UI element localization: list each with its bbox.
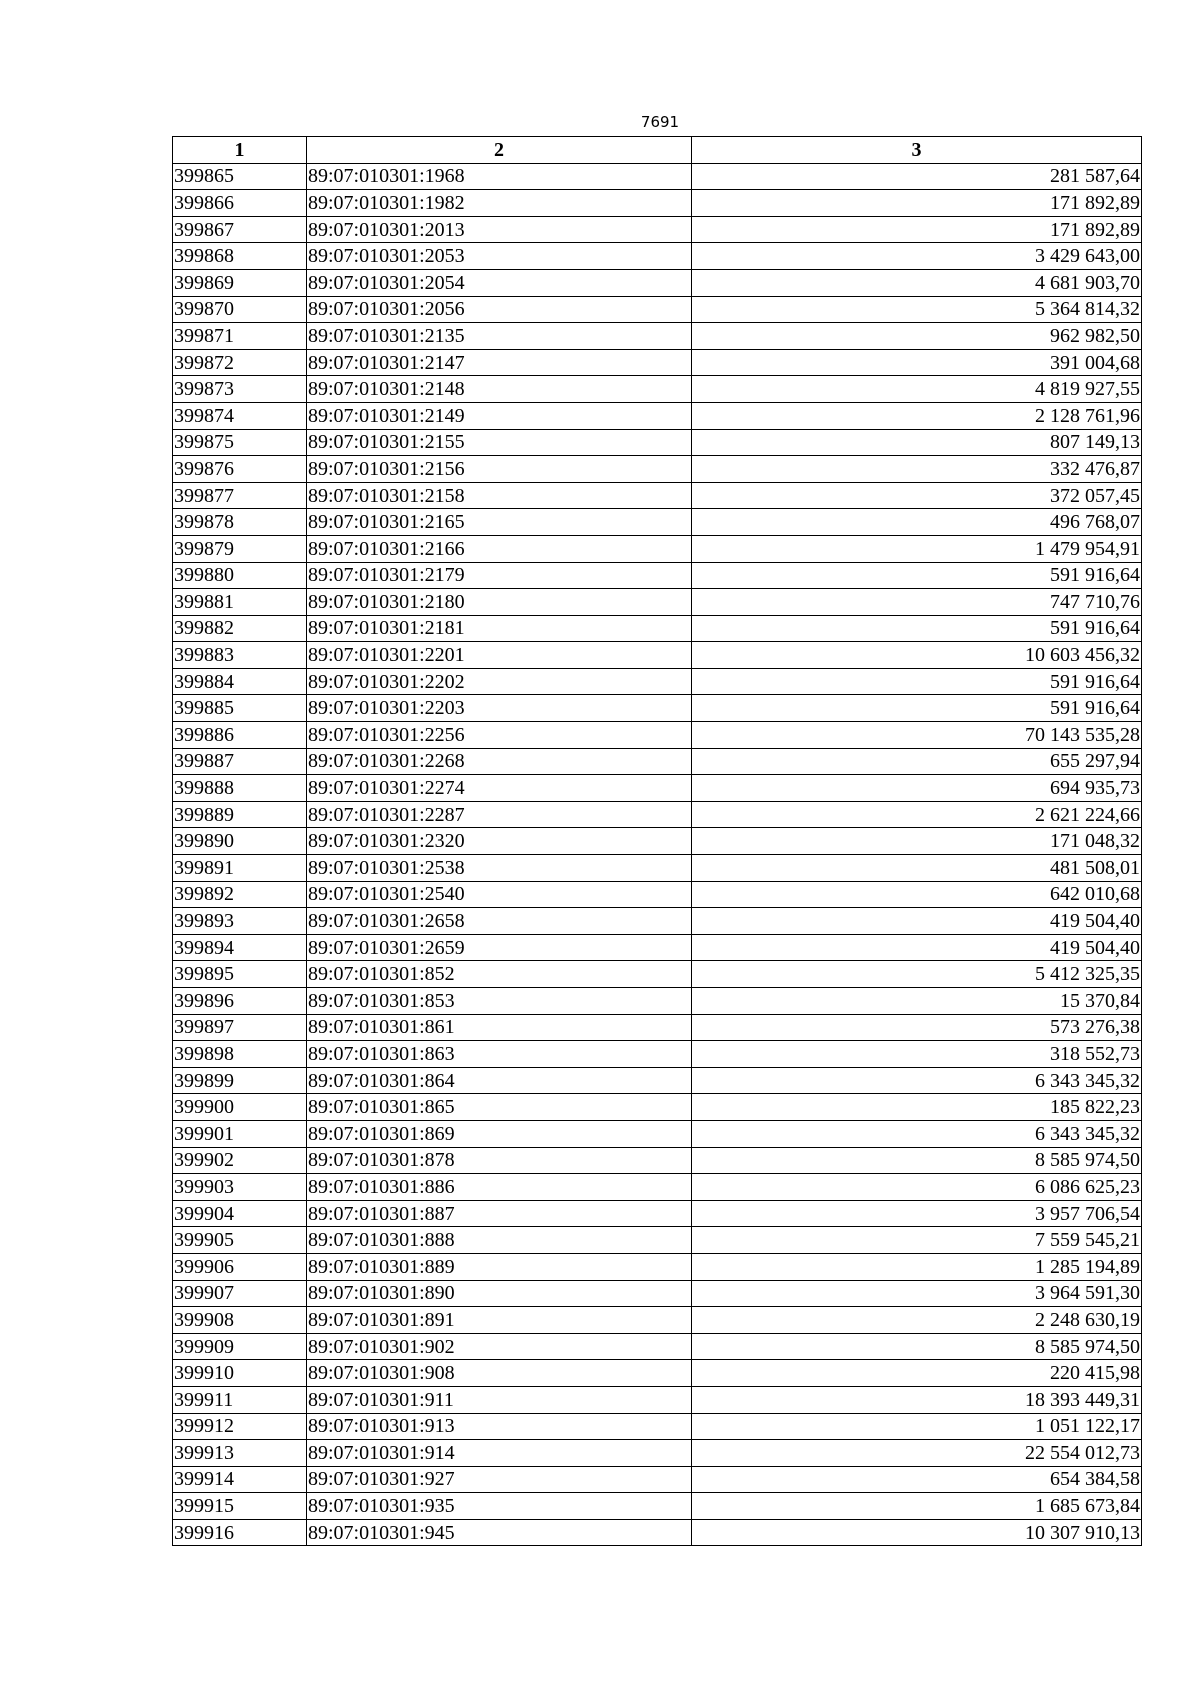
row-number-cell: 399886 [173, 722, 307, 749]
cadastral-number-cell: 89:07:010301:2013 [307, 216, 692, 243]
value-cell: 1 285 194,89 [692, 1253, 1142, 1280]
table-row [173, 668, 1142, 695]
table-row [173, 482, 1142, 509]
cadastral-number-cell: 89:07:010301:2181 [307, 615, 692, 642]
cadastral-number-cell: 89:07:010301:911 [307, 1386, 692, 1413]
value-cell: 962 982,50 [692, 323, 1142, 350]
row-number-cell: 399900 [173, 1094, 307, 1121]
value-cell: 171 892,89 [692, 216, 1142, 243]
cadastral-number-cell: 89:07:010301:927 [307, 1466, 692, 1493]
cadastral-number-cell: 89:07:010301:853 [307, 988, 692, 1015]
value-cell: 2 248 630,19 [692, 1307, 1142, 1334]
table-row [173, 429, 1142, 456]
row-number-cell: 399877 [173, 482, 307, 509]
table-row [173, 855, 1142, 882]
cadastral-number-cell: 89:07:010301:2268 [307, 748, 692, 775]
row-number-cell: 399896 [173, 988, 307, 1015]
value-cell: 318 552,73 [692, 1041, 1142, 1068]
header-row [173, 137, 1142, 164]
table-row [173, 801, 1142, 828]
table-row [173, 748, 1142, 775]
table-row [173, 1041, 1142, 1068]
row-number-cell: 399883 [173, 642, 307, 669]
row-number-cell: 399873 [173, 376, 307, 403]
cadastral-number-cell: 89:07:010301:887 [307, 1200, 692, 1227]
value-cell: 655 297,94 [692, 748, 1142, 775]
row-number-cell: 399865 [173, 163, 307, 190]
row-number-cell: 399867 [173, 216, 307, 243]
row-number-cell: 399906 [173, 1253, 307, 1280]
row-number-cell: 399879 [173, 535, 307, 562]
table-row [173, 163, 1142, 190]
cadastral-number-cell: 89:07:010301:2180 [307, 589, 692, 616]
table-row [173, 908, 1142, 935]
table-row [173, 642, 1142, 669]
value-cell: 8 585 974,50 [692, 1333, 1142, 1360]
value-cell: 419 504,40 [692, 908, 1142, 935]
value-cell: 591 916,64 [692, 668, 1142, 695]
table-row [173, 881, 1142, 908]
table-row [173, 1253, 1142, 1280]
table-row [173, 1386, 1142, 1413]
value-cell: 7 559 545,21 [692, 1227, 1142, 1254]
table-row [173, 615, 1142, 642]
table-row [173, 1440, 1142, 1467]
table-row [173, 961, 1142, 988]
value-cell: 10 307 910,13 [692, 1519, 1142, 1546]
cadastral-number-cell: 89:07:010301:852 [307, 961, 692, 988]
value-cell: 8 585 974,50 [692, 1147, 1142, 1174]
value-cell: 747 710,76 [692, 589, 1142, 616]
table-row [173, 269, 1142, 296]
row-number-cell: 399888 [173, 775, 307, 802]
row-number-cell: 399884 [173, 668, 307, 695]
table-row [173, 323, 1142, 350]
cadastral-number-cell: 89:07:010301:2538 [307, 855, 692, 882]
value-cell: 2 128 761,96 [692, 402, 1142, 429]
value-cell: 5 364 814,32 [692, 296, 1142, 323]
column-header-2: 2 [307, 137, 692, 164]
row-number-cell: 399870 [173, 296, 307, 323]
table-row [173, 216, 1142, 243]
row-number-cell: 399890 [173, 828, 307, 855]
table-row [173, 589, 1142, 616]
table-row [173, 695, 1142, 722]
table-row [173, 243, 1142, 270]
cadastral-number-cell: 89:07:010301:889 [307, 1253, 692, 1280]
cadastral-number-cell: 89:07:010301:1982 [307, 190, 692, 217]
row-number-cell: 399912 [173, 1413, 307, 1440]
row-number-cell: 399882 [173, 615, 307, 642]
cadastral-number-cell: 89:07:010301:890 [307, 1280, 692, 1307]
value-cell: 332 476,87 [692, 456, 1142, 483]
table-row [173, 1280, 1142, 1307]
table-row [173, 1174, 1142, 1201]
cadastral-number-cell: 89:07:010301:2056 [307, 296, 692, 323]
row-number-cell: 399909 [173, 1333, 307, 1360]
row-number-cell: 399905 [173, 1227, 307, 1254]
cadastral-number-cell: 89:07:010301:913 [307, 1413, 692, 1440]
table-body [173, 163, 1142, 1546]
row-number-cell: 399892 [173, 881, 307, 908]
value-cell: 220 415,98 [692, 1360, 1142, 1387]
row-number-cell: 399898 [173, 1041, 307, 1068]
cadastral-number-cell: 89:07:010301:2179 [307, 562, 692, 589]
cadastral-number-cell: 89:07:010301:914 [307, 1440, 692, 1467]
cadastral-number-cell: 89:07:010301:2149 [307, 402, 692, 429]
row-number-cell: 399880 [173, 562, 307, 589]
value-cell: 6 086 625,23 [692, 1174, 1142, 1201]
table-row [173, 722, 1142, 749]
cadastral-number-cell: 89:07:010301:2156 [307, 456, 692, 483]
value-cell: 807 149,13 [692, 429, 1142, 456]
row-number-cell: 399916 [173, 1519, 307, 1546]
register-table [172, 136, 1142, 1546]
cadastral-number-cell: 89:07:010301:891 [307, 1307, 692, 1334]
value-cell: 654 384,58 [692, 1466, 1142, 1493]
table-row [173, 1094, 1142, 1121]
row-number-cell: 399887 [173, 748, 307, 775]
table-row [173, 456, 1142, 483]
cadastral-number-cell: 89:07:010301:861 [307, 1014, 692, 1041]
row-number-cell: 399894 [173, 934, 307, 961]
table-row [173, 1147, 1142, 1174]
row-number-cell: 399902 [173, 1147, 307, 1174]
value-cell: 18 393 449,31 [692, 1386, 1142, 1413]
row-number-cell: 399915 [173, 1493, 307, 1520]
table-row [173, 1014, 1142, 1041]
value-cell: 281 587,64 [692, 163, 1142, 190]
cadastral-number-cell: 89:07:010301:2166 [307, 535, 692, 562]
cadastral-number-cell: 89:07:010301:888 [307, 1227, 692, 1254]
value-cell: 3 964 591,30 [692, 1280, 1142, 1307]
row-number-cell: 399903 [173, 1174, 307, 1201]
table-row [173, 1413, 1142, 1440]
value-cell: 4 819 927,55 [692, 376, 1142, 403]
cadastral-number-cell: 89:07:010301:2658 [307, 908, 692, 935]
value-cell: 573 276,38 [692, 1014, 1142, 1041]
table-row [173, 828, 1142, 855]
value-cell: 496 768,07 [692, 509, 1142, 536]
value-cell: 6 343 345,32 [692, 1120, 1142, 1147]
cadastral-number-cell: 89:07:010301:2165 [307, 509, 692, 536]
table-row [173, 988, 1142, 1015]
cadastral-number-cell: 89:07:010301:2053 [307, 243, 692, 270]
row-number-cell: 399881 [173, 589, 307, 616]
table-row [173, 1466, 1142, 1493]
cadastral-number-cell: 89:07:010301:1968 [307, 163, 692, 190]
cadastral-number-cell: 89:07:010301:869 [307, 1120, 692, 1147]
row-number-cell: 399878 [173, 509, 307, 536]
row-number-cell: 399891 [173, 855, 307, 882]
row-number-cell: 399885 [173, 695, 307, 722]
row-number-cell: 399893 [173, 908, 307, 935]
cadastral-number-cell: 89:07:010301:2659 [307, 934, 692, 961]
table-row [173, 1227, 1142, 1254]
table-row [173, 1519, 1142, 1546]
value-cell: 185 822,23 [692, 1094, 1142, 1121]
table-row [173, 349, 1142, 376]
value-cell: 3 429 643,00 [692, 243, 1142, 270]
table-header [173, 137, 1142, 164]
cadastral-number-cell: 89:07:010301:2203 [307, 695, 692, 722]
row-number-cell: 399897 [173, 1014, 307, 1041]
table-row [173, 1120, 1142, 1147]
cadastral-number-cell: 89:07:010301:863 [307, 1041, 692, 1068]
value-cell: 171 048,32 [692, 828, 1142, 855]
row-number-cell: 399911 [173, 1386, 307, 1413]
cadastral-number-cell: 89:07:010301:2158 [307, 482, 692, 509]
cadastral-number-cell: 89:07:010301:908 [307, 1360, 692, 1387]
cadastral-number-cell: 89:07:010301:935 [307, 1493, 692, 1520]
row-number-cell: 399901 [173, 1120, 307, 1147]
row-number-cell: 399908 [173, 1307, 307, 1334]
value-cell: 5 412 325,35 [692, 961, 1142, 988]
value-cell: 419 504,40 [692, 934, 1142, 961]
cadastral-number-cell: 89:07:010301:902 [307, 1333, 692, 1360]
row-number-cell: 399871 [173, 323, 307, 350]
row-number-cell: 399913 [173, 1440, 307, 1467]
cadastral-number-cell: 89:07:010301:2054 [307, 269, 692, 296]
table-row [173, 775, 1142, 802]
row-number-cell: 399889 [173, 801, 307, 828]
page-number: 7691 [640, 113, 680, 131]
row-number-cell: 399904 [173, 1200, 307, 1227]
row-number-cell: 399866 [173, 190, 307, 217]
value-cell: 6 343 345,32 [692, 1067, 1142, 1094]
table-row [173, 376, 1142, 403]
table-row [173, 402, 1142, 429]
row-number-cell: 399874 [173, 402, 307, 429]
table-row [173, 934, 1142, 961]
cadastral-number-cell: 89:07:010301:2320 [307, 828, 692, 855]
table-row [173, 1333, 1142, 1360]
cadastral-number-cell: 89:07:010301:2135 [307, 323, 692, 350]
value-cell: 642 010,68 [692, 881, 1142, 908]
value-cell: 481 508,01 [692, 855, 1142, 882]
value-cell: 2 621 224,66 [692, 801, 1142, 828]
row-number-cell: 399868 [173, 243, 307, 270]
cadastral-number-cell: 89:07:010301:945 [307, 1519, 692, 1546]
row-number-cell: 399872 [173, 349, 307, 376]
value-cell: 171 892,89 [692, 190, 1142, 217]
row-number-cell: 399895 [173, 961, 307, 988]
table-row [173, 535, 1142, 562]
cadastral-number-cell: 89:07:010301:864 [307, 1067, 692, 1094]
value-cell: 3 957 706,54 [692, 1200, 1142, 1227]
cadastral-number-cell: 89:07:010301:865 [307, 1094, 692, 1121]
value-cell: 10 603 456,32 [692, 642, 1142, 669]
value-cell: 694 935,73 [692, 775, 1142, 802]
row-number-cell: 399907 [173, 1280, 307, 1307]
cadastral-number-cell: 89:07:010301:878 [307, 1147, 692, 1174]
cadastral-number-cell: 89:07:010301:2155 [307, 429, 692, 456]
table-row [173, 562, 1142, 589]
value-cell: 70 143 535,28 [692, 722, 1142, 749]
value-cell: 591 916,64 [692, 695, 1142, 722]
table-row [173, 509, 1142, 536]
cadastral-number-cell: 89:07:010301:2202 [307, 668, 692, 695]
value-cell: 591 916,64 [692, 615, 1142, 642]
table-row [173, 296, 1142, 323]
value-cell: 391 004,68 [692, 349, 1142, 376]
value-cell: 4 681 903,70 [692, 269, 1142, 296]
cadastral-number-cell: 89:07:010301:2540 [307, 881, 692, 908]
table-row [173, 1067, 1142, 1094]
value-cell: 1 479 954,91 [692, 535, 1142, 562]
value-cell: 1 051 122,17 [692, 1413, 1142, 1440]
value-cell: 15 370,84 [692, 988, 1142, 1015]
row-number-cell: 399876 [173, 456, 307, 483]
table-row [173, 1360, 1142, 1387]
column-header-1: 1 [173, 137, 307, 164]
table-row [173, 190, 1142, 217]
cadastral-number-cell: 89:07:010301:2201 [307, 642, 692, 669]
value-cell: 372 057,45 [692, 482, 1142, 509]
cadastral-number-cell: 89:07:010301:2148 [307, 376, 692, 403]
cadastral-number-cell: 89:07:010301:2256 [307, 722, 692, 749]
table-row [173, 1307, 1142, 1334]
table-row [173, 1493, 1142, 1520]
value-cell: 591 916,64 [692, 562, 1142, 589]
row-number-cell: 399899 [173, 1067, 307, 1094]
row-number-cell: 399875 [173, 429, 307, 456]
row-number-cell: 399910 [173, 1360, 307, 1387]
column-header-3: 3 [692, 137, 1142, 164]
table-row [173, 1200, 1142, 1227]
value-cell: 22 554 012,73 [692, 1440, 1142, 1467]
cadastral-number-cell: 89:07:010301:886 [307, 1174, 692, 1201]
value-cell: 1 685 673,84 [692, 1493, 1142, 1520]
cadastral-number-cell: 89:07:010301:2287 [307, 801, 692, 828]
cadastral-number-cell: 89:07:010301:2274 [307, 775, 692, 802]
cadastral-number-cell: 89:07:010301:2147 [307, 349, 692, 376]
row-number-cell: 399914 [173, 1466, 307, 1493]
row-number-cell: 399869 [173, 269, 307, 296]
